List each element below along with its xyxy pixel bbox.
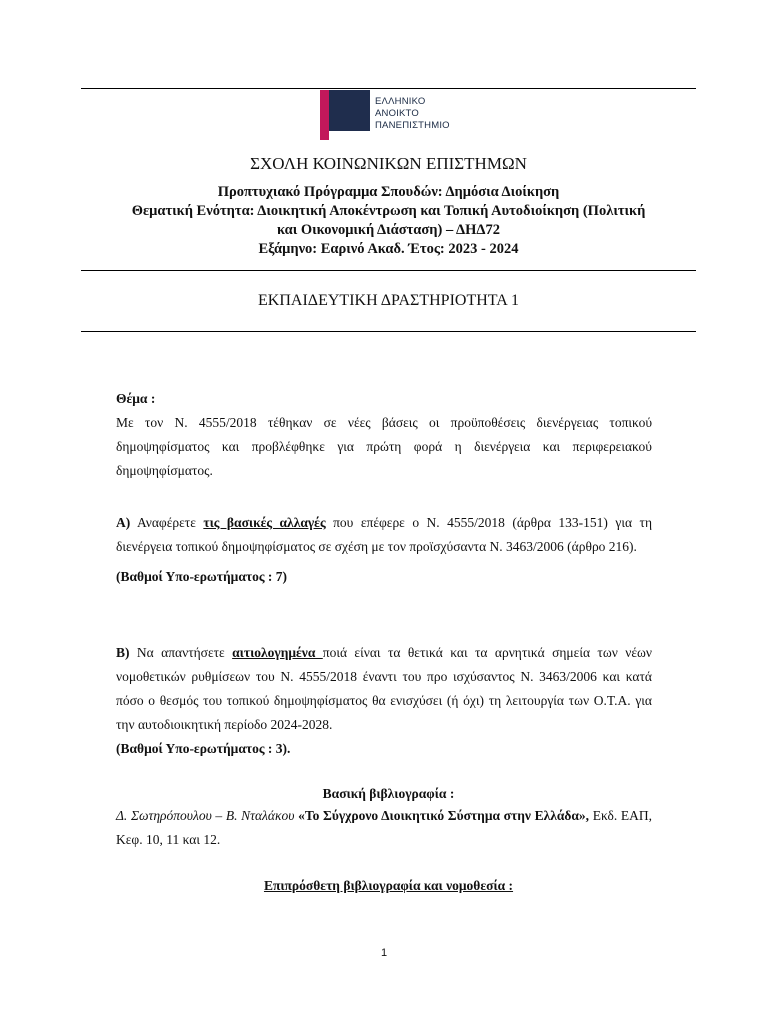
- module-line-2: και Οικονομική Διάσταση) – ΔΗΔ72: [276, 222, 500, 238]
- question-b-emphasis: αιτιολογημένα: [232, 645, 323, 660]
- bibliography-authors: Δ. Σωτηρόπουλου – Β. Νταλάκου: [116, 808, 295, 823]
- additional-bibliography-title: Επιπρόσθετη βιβλιογραφία και νομοθεσία :: [263, 878, 514, 893]
- topic-label: Θέμα :: [116, 391, 156, 406]
- topic-section: [116, 387, 652, 483]
- question-a-label: Α): [116, 515, 131, 530]
- bibliography-rest: Εκδ. ΕΑΠ, Κεφ. 10, 11 και 12.: [116, 808, 652, 847]
- question-b-post: ποιά είναι τα θετικά και τα αρνητικά σημεία των νέων νομοθετικών ρυθμίσεων του Ν. 4555/2018 έναντι του προ ισχύσαντος Ν. 3463/2006 και κατά πόσο ο θεσμός του τοπικού δημοψηφίσματος θα ενισχύσει (ή όχι) τη λειτουργία των Ο.Τ.Α. για την αυτοδιοικητική περίοδο 2024-2028.: [116, 645, 652, 732]
- semester: Εξάμηνο: Εαρινό Ακαδ. Έτος: 2023 - 2024: [258, 241, 519, 257]
- question-b: [116, 641, 652, 761]
- program-header: [81, 183, 696, 259]
- bibliography-title: Βασική βιβλιογραφία :: [322, 786, 455, 801]
- question-b-points: (Βαθμοί Υπο-ερωτήματος : 3).: [116, 741, 291, 756]
- topic-text: Με τον Ν. 4555/2018 τέθηκαν σε νέες βάσεις οι προϋποθέσεις διενέργειας τοπικού δημοψηφίσματος και προβλέφθηκε για πρώτη φορά η διενέργεια και περιφερειακού δημοψηφίσματος.: [116, 415, 652, 478]
- program-name: Προπτυχιακό Πρόγραμμα Σπουδών: Δημόσια Διοίκηση: [217, 184, 560, 200]
- rule-below-activity: [81, 331, 696, 332]
- school-title: ΣΧΟΛΗ ΚΟΙΝΩΝΙΚΩΝ ΕΠΙΣΤΗΜΩΝ: [250, 154, 527, 173]
- question-a: [116, 511, 652, 589]
- question-a-text: [116, 511, 652, 559]
- logo-line-1: ΕΛΛΗΝΙΚΟ: [375, 96, 426, 107]
- question-a-emphasis: τις βασικές αλλαγές: [203, 515, 326, 530]
- logo-line-2: ΑΝΟΙΚΤΟ: [375, 108, 419, 119]
- top-rule: [81, 88, 696, 89]
- question-b-pre: Να απαντήσετε: [129, 645, 233, 660]
- activity-title: ΕΚΠΑΙΔΕΥΤΙΚΗ ΔΡΑΣΤΗΡΙΟΤΗΤΑ 1: [258, 292, 519, 309]
- question-a-post: που επέφερε ο Ν. 4555/2018 (άρθρα 133-151) για τη διενέργεια τοπικού δημοψηφίσματος σε σχέση με τον προϊσχύσαντα Ν. 3463/2006 (άρθρο 216).: [116, 515, 653, 554]
- logo-line-3: ΠΑΝΕΠΙΣΤΗΜΙΟ: [375, 120, 450, 131]
- page-number: 1: [380, 947, 388, 959]
- module-line-1: Θεματική Ενότητα: Διοικητική Αποκέντρωση και Τοπική Αυτοδιοίκηση (Πολιτική: [131, 203, 646, 219]
- question-a-points: (Βαθμοί Υπο-ερωτήματος : 7): [116, 569, 288, 584]
- question-a-pre: Αναφέρετε: [130, 515, 204, 530]
- question-b-label: Β): [116, 645, 130, 660]
- rule-above-activity: [81, 270, 696, 271]
- question-b-text: [116, 641, 652, 737]
- bibliography-entry: [116, 804, 652, 852]
- bibliography-book: «Το Σύγχρονο Διοικητικό Σύστημα στην Ελλάδα»,: [294, 808, 590, 823]
